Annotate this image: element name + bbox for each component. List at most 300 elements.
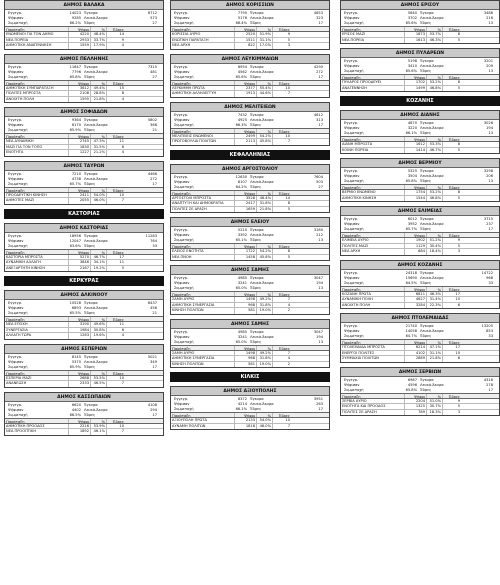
- municipality-title: ΔΗΜΟΣ ΕΛΕΙΟΥ: [171, 218, 329, 227]
- stat-value: 17: [488, 227, 493, 231]
- votes-cell: 684: [405, 249, 427, 255]
- votes-cell: 968: [235, 303, 257, 308]
- percent-cell: 47.3%: [91, 139, 107, 144]
- stat-label: Λευκά-Άκυρα: [250, 281, 274, 285]
- column-header-votes: Ψήφοι: [235, 27, 257, 31]
- seats-cell: 10: [455, 297, 460, 301]
- percent-cell: 46.0%: [257, 424, 273, 430]
- percent-cell: 54.2%: [257, 249, 273, 254]
- stat-value: 65.5%: [69, 311, 81, 315]
- percent-cell: 46.0%: [91, 198, 107, 204]
- stat-row: [250, 238, 326, 243]
- seats-cell: 15: [119, 85, 124, 90]
- stat-label: Συμμετοχή: [344, 69, 364, 73]
- votes-cell: 2204: [405, 399, 427, 404]
- column-header-seats: Έδρες: [448, 234, 460, 237]
- stat-value: 216: [486, 16, 493, 20]
- party-name-cell: ΣΥΜΜΑΧΙΑ ΠΟΛΙΤΩΝ: [341, 356, 405, 362]
- percent-cell: 45.8%: [257, 255, 273, 261]
- municipality-title: ΔΗΜΟΣ ΑΡΓΟΣΤΟΛΙΟΥ: [171, 165, 329, 174]
- stat-label: Εγγεγρ.: [344, 59, 359, 63]
- seats-cell: 4: [121, 43, 124, 47]
- seats-cell: 4: [121, 150, 124, 154]
- stat-label: Ψήφισαν: [8, 238, 24, 243]
- seats-cell: 10: [285, 85, 290, 90]
- party-name-cell: ΕΝΕΡΓΟΙ ΠΟΛΙΤΕΣ: [341, 351, 405, 356]
- stat-label: Έγκυρα: [250, 397, 264, 401]
- votes-cell: 968: [235, 356, 257, 361]
- stat-row: [84, 244, 160, 249]
- stat-value: 65.8%: [405, 179, 417, 183]
- stat-row: [420, 131, 496, 136]
- column-header-pct: %: [257, 292, 273, 296]
- municipality-title: ΔΗΜΟΣ ΕΛΙΜΕΙΑΣ: [341, 207, 499, 216]
- stat-label: Ψήφισαν: [8, 306, 24, 310]
- column-header-votes: Ψήφοι: [69, 134, 91, 138]
- stat-value: 13: [488, 131, 493, 135]
- stat-label: Συμμετοχή: [8, 311, 28, 315]
- stat-value: 4290: [313, 64, 323, 69]
- stat-value: 3241: [237, 334, 247, 339]
- municipality-box: [4, 54, 164, 104]
- column-header-seats: Έδρες: [278, 28, 290, 31]
- table-row: [341, 303, 499, 309]
- seats-cell: 9: [121, 37, 124, 42]
- municipality-title: ΔΗΜΟΣ ΒΑΛΑΚΑ: [5, 1, 163, 10]
- party-name-cell: ΔΗΜΟΤΙΚΗ ΠΡΟΟΔΟΣ: [5, 424, 69, 429]
- party-name-cell: ΑΙΑΝΗ ΜΠΡΟΣΤΑ: [341, 142, 405, 147]
- stat-value: 7790: [237, 11, 247, 15]
- stat-label: Έγκυρα: [84, 233, 98, 238]
- seats-cell: 5: [287, 206, 290, 211]
- stat-row: [344, 227, 420, 232]
- stat-value: 64.2%: [235, 184, 247, 189]
- stat-value: 18956: [69, 233, 81, 238]
- stat-label: Συμμετοχή: [344, 179, 364, 183]
- stat-value: 17: [488, 387, 493, 392]
- stat-value: 7315: [147, 64, 157, 69]
- stat-value: 14058: [405, 329, 417, 333]
- stat-label: Λευκά-Άκυρα: [250, 179, 274, 184]
- stat-value: 21: [152, 128, 157, 132]
- municipality-box: [4, 0, 164, 50]
- stat-row: [174, 407, 250, 412]
- stat-value: 853: [486, 329, 493, 333]
- seats-cell: 10: [119, 375, 124, 380]
- stat-value: 17: [152, 412, 157, 417]
- stat-value: 24318: [405, 270, 417, 275]
- seats-cell: 8: [121, 91, 124, 95]
- stat-label: Έγκυρα: [250, 112, 264, 117]
- municipality-title: ΔΗΜΟΣ ΜΕΛΙΤΕΙΕΩΝ: [171, 103, 329, 112]
- column-header-name: Παράταξη: [5, 27, 69, 31]
- stat-label: Λευκά-Άκυρα: [420, 16, 444, 20]
- stat-value: 65.6%: [405, 69, 417, 73]
- column-header-name: Παράταξη: [341, 27, 405, 31]
- table-row: [341, 38, 499, 44]
- table-row: [171, 308, 329, 314]
- votes-cell: 2411: [69, 193, 91, 198]
- stat-value: 4562: [237, 69, 247, 74]
- stat-label: Ψήφισαν: [174, 179, 190, 184]
- seats-cell: 8: [457, 80, 460, 84]
- column-header-pct: %: [91, 134, 107, 138]
- stat-label: Έγκυρα: [420, 169, 434, 173]
- stat-label: Έγκυρα: [420, 121, 434, 125]
- stat-value: 65.1%: [235, 238, 247, 242]
- stat-value: 13: [318, 339, 323, 344]
- stat-row: [344, 179, 420, 184]
- stat-value: 272: [316, 69, 323, 74]
- seats-cell: 5: [457, 195, 460, 200]
- municipality-box: [340, 313, 500, 363]
- stat-label: Έδρες: [84, 311, 96, 315]
- municipality-box: [170, 54, 330, 98]
- votes-cell: 1984: [69, 328, 91, 333]
- stat-label: Λευκά-Άκυρα: [250, 233, 274, 237]
- region-header: ΚΕΦΑΛΛΗΝΙΑΣ: [170, 150, 330, 160]
- votes-cell: 1227: [69, 150, 91, 156]
- stat-value: 6437: [147, 301, 157, 305]
- stat-row: [84, 311, 160, 316]
- percent-cell: 46.3%: [427, 292, 443, 297]
- stat-label: Λευκά-Άκυρα: [420, 275, 444, 280]
- party-name-cell: ΠΟΛΙΤΕΣ ΜΠΡΟΣΤΑ: [5, 91, 69, 96]
- stats-block: [171, 10, 329, 26]
- stat-label: Έγκυρα: [250, 64, 264, 69]
- municipality-title: ΔΗΜΟΣ ΕΡΙΣΟΥ: [341, 1, 499, 10]
- stats-block: [171, 174, 329, 190]
- seats-cell: 2: [287, 308, 290, 312]
- stat-value: 65.8%: [405, 387, 417, 392]
- column-header-pct: %: [257, 413, 273, 417]
- votes-cell: 2520: [235, 32, 257, 37]
- stat-value: 272: [150, 176, 157, 181]
- municipality-title: ΔΗΜΟΣ ΚΑΣΣΩΠΑΙΩΝ: [5, 393, 163, 402]
- stat-value: 17: [318, 21, 323, 25]
- column-header-pct: %: [427, 27, 443, 31]
- party-name-cell: ΔΗΜΟΤΙΚΗ ΣΥΝΕΡΓΑΣΙΑ: [171, 303, 235, 308]
- party-name-cell: ΔΥΝΑΜΗ ΠΟΛΙΤΩΝ: [171, 424, 235, 430]
- stat-row: [8, 244, 84, 249]
- percent-cell: 44.6%: [257, 91, 273, 97]
- stat-label: Ψήφισαν: [344, 382, 360, 387]
- party-name-cell: ΕΝΩΜΕΝΟΙ ΓΙΑ ΤΟΝ ΔΗΜΟ: [5, 32, 69, 37]
- column-header-seats: Έδρες: [448, 76, 460, 79]
- seats-cell: 7: [121, 198, 124, 202]
- stat-label: Εγγεγρ.: [8, 11, 23, 15]
- municipality-box: [340, 48, 500, 92]
- column-header-name: Παράταξη: [171, 413, 235, 417]
- stat-label: Έγκυρα: [84, 64, 98, 69]
- stat-label: Έδρες: [420, 21, 432, 25]
- column-header-pct: %: [91, 371, 107, 375]
- votes-cell: 1902: [405, 238, 427, 243]
- column-header-votes: Ψήφοι: [235, 346, 257, 350]
- column-header-votes: Ψήφοι: [405, 75, 427, 79]
- stat-label: Εγγεγρ.: [8, 64, 23, 69]
- stat-label: Έγκυρα: [250, 329, 264, 334]
- column-header-votes: Ψήφοι: [69, 250, 91, 254]
- stats-block: [5, 300, 163, 316]
- stat-label: Έδρες: [84, 181, 96, 186]
- votes-cell: 1499: [405, 86, 427, 92]
- column-header-votes: Ψήφοι: [235, 81, 257, 85]
- stat-label: Εγγεγρ.: [174, 174, 189, 179]
- stat-value: 66.1%: [405, 131, 417, 135]
- column-header-seats: Έδρες: [278, 81, 290, 85]
- stat-row: [84, 21, 160, 26]
- table-row: [171, 255, 329, 261]
- percent-cell: 53.5%: [91, 376, 107, 381]
- percent-cell: 17.0%: [257, 43, 273, 49]
- votes-cell: 1913: [235, 91, 257, 97]
- party-name-cell: ΝΕΑ ΠΝΟΗ: [171, 255, 235, 261]
- stat-label: Έδρες: [420, 387, 432, 392]
- column-header-pct: %: [91, 419, 107, 423]
- percent-cell: 21.2%: [91, 150, 107, 156]
- column-header-seats: Έδρες: [278, 414, 290, 417]
- column-header-votes: Ψήφοι: [405, 185, 427, 189]
- votes-cell: 581: [235, 362, 257, 368]
- column-header-pct: %: [257, 346, 273, 350]
- percent-cell: 45.8%: [257, 139, 273, 145]
- stat-label: Έδρες: [250, 74, 262, 79]
- party-name-cell: ΝΕΑ ΑΡΧΗ: [171, 43, 235, 49]
- stat-value: 4853: [313, 11, 323, 15]
- table-row: [5, 381, 163, 387]
- party-name-cell: ΜΕΛΙΤΕΙΕΙΣ ΕΝΩΜΕΝΟΙ: [171, 134, 235, 139]
- column-header-seats: Έδρες: [448, 341, 460, 344]
- stat-label: Εγγεγρ.: [174, 64, 189, 69]
- stat-label: Συμμετοχή: [8, 412, 28, 417]
- stats-block: [5, 354, 163, 370]
- percent-cell: 33.7%: [91, 38, 107, 43]
- column-header-name: Παράταξη: [171, 244, 235, 248]
- stat-value: 8712: [147, 11, 157, 15]
- municipality-title: ΔΗΜΟΣ ΛΕΥΚΙΜΜΑΙΩΝ: [171, 55, 329, 64]
- stat-value: 4985: [237, 276, 247, 280]
- municipality-box: [170, 102, 330, 146]
- column-header-seats: Έδρες: [112, 318, 124, 321]
- column-header-seats: Έδρες: [448, 394, 460, 398]
- seats-cell: 4: [121, 333, 124, 337]
- party-name-cell: ΔΗΜΟΤΙΚΗ ΣΥΝΕΡΓΑΣΙΑ: [171, 356, 235, 361]
- stat-row: [8, 311, 84, 316]
- percent-cell: 31.1%: [427, 351, 443, 356]
- stat-label: Λευκά-Άκυρα: [84, 16, 108, 20]
- percent-cell: 22.3%: [427, 303, 443, 309]
- stat-value: 65.6%: [405, 21, 417, 25]
- stat-value: 13: [488, 69, 493, 73]
- stat-row: [84, 365, 160, 370]
- stat-label: Συμμετοχή: [174, 286, 194, 290]
- seats-cell: 17: [455, 345, 460, 349]
- column-header-name: Παράταξη: [341, 287, 405, 291]
- column-header-name: Παράταξη: [171, 81, 235, 85]
- stat-label: Εγγεγρ.: [344, 324, 359, 328]
- party-name-cell: ΔΗΜΟΤΙΚΗ ΑΛΛΗΛΕΓΓΥΗ: [171, 91, 235, 97]
- votes-cell: 1325: [405, 404, 427, 409]
- column-header-seats: Έδρες: [278, 293, 290, 296]
- stat-label: Έδρες: [84, 364, 96, 369]
- seats-cell: 8: [287, 249, 290, 253]
- stat-label: Έδρες: [84, 243, 96, 248]
- stat-label: Συμμετοχή: [344, 334, 364, 338]
- stat-label: Λευκά-Άκυρα: [420, 126, 444, 130]
- stat-label: Ψήφισαν: [344, 275, 360, 280]
- municipality-title: ΔΗΜΟΣ ΑΙΑΝΗΣ: [341, 111, 499, 120]
- table-row: [5, 429, 163, 435]
- stat-label: Έγκυρα: [84, 301, 98, 305]
- stat-value: 194: [316, 281, 323, 285]
- column-header-votes: Ψήφοι: [69, 188, 91, 192]
- stat-value: 4925: [237, 117, 247, 122]
- stat-label: Λευκά-Άκυρα: [420, 329, 444, 333]
- column-header-name: Παράταξη: [341, 137, 405, 141]
- table-row: [171, 91, 329, 97]
- percent-cell: 30.8%: [91, 328, 107, 333]
- stat-value: 33: [488, 334, 493, 338]
- stat-value: 764: [150, 238, 157, 243]
- stat-value: 27: [152, 74, 157, 79]
- stat-value: 3504: [407, 174, 417, 178]
- stat-label: Ψήφισαν: [174, 16, 190, 20]
- votes-cell: 1613: [405, 38, 427, 44]
- stat-value: 278: [486, 382, 493, 387]
- party-name-cell: ΝΕΑ ΕΠΟΧΗ: [5, 322, 69, 327]
- stat-row: [174, 286, 250, 291]
- stat-value: 4318: [483, 377, 493, 382]
- stat-value: 17: [318, 122, 323, 127]
- stat-label: Συμμετοχή: [174, 184, 194, 189]
- party-name-cell: ΔΥΝΑΜΙΚΗ ΠΟΛΗ: [341, 297, 405, 302]
- stat-value: 14023: [69, 11, 81, 15]
- votes-cell: 4627: [405, 297, 427, 302]
- stat-label: Έδρες: [420, 280, 432, 285]
- column-header-pct: %: [257, 129, 273, 133]
- column-header-name: Παράταξη: [171, 292, 235, 296]
- stat-label: Έγκυρα: [420, 11, 434, 15]
- votes-cell: 1722: [235, 249, 257, 254]
- stat-row: [8, 128, 84, 133]
- party-name-cell: ΑΝΕΞΑΡΤΗΤΗ ΚΙΝΗΣΗ: [5, 266, 69, 272]
- stat-row: [344, 281, 420, 286]
- stat-value: 4985: [237, 329, 247, 334]
- column-header-name: Παράταξη: [5, 419, 69, 423]
- stat-label: Ψήφισαν: [174, 69, 190, 74]
- stat-value: 66.1%: [235, 407, 247, 411]
- stat-label: Συμμετοχή: [8, 74, 28, 79]
- column-header-name: Παράταξη: [171, 27, 235, 31]
- table-row: [171, 43, 329, 49]
- stat-label: Ψήφισαν: [344, 126, 360, 130]
- party-name-cell: ΣΕΡΒΙΑ ΑΥΡΙΟ: [341, 399, 405, 404]
- stat-row: [420, 179, 496, 184]
- votes-cell: 3284: [405, 303, 427, 309]
- party-name-cell: ΝΕΑ ΠΟΡΕΙΑ: [5, 38, 69, 43]
- column-header-pct: %: [427, 233, 443, 237]
- percent-cell: 54.0%: [91, 193, 107, 198]
- stat-label: Εγγεγρ.: [344, 270, 359, 275]
- seats-cell: 9: [457, 238, 460, 242]
- stat-label: Ψήφισαν: [8, 123, 24, 127]
- stat-value: 4214: [237, 402, 247, 406]
- seats-cell: 2: [287, 361, 290, 366]
- stat-value: 5176: [237, 16, 247, 20]
- stats-block: [171, 396, 329, 412]
- column-header-votes: Ψήφοι: [405, 394, 427, 398]
- stat-value: 5802: [147, 118, 157, 122]
- percent-cell: 31.8%: [257, 303, 273, 308]
- stat-value: 313: [316, 117, 323, 122]
- seats-cell: 7: [287, 297, 290, 301]
- party-name-cell: ΔΗΜΟΤΙΚΗ ΣΥΜΠΑΡΑΤΑΞΗ: [5, 86, 69, 91]
- stat-label: Λευκά-Άκυρα: [420, 222, 444, 226]
- stat-row: [174, 75, 250, 80]
- stat-label: Συμμετοχή: [174, 339, 194, 344]
- party-name-cell: ΣΥΝΕΡΓΑΣΙΑ: [5, 328, 69, 333]
- region-header: ΚΟΖΑΝΗΣ: [340, 96, 500, 106]
- stat-label: Εγγεγρ.: [174, 11, 189, 15]
- seats-cell: 8: [287, 201, 290, 205]
- stat-label: Λευκά-Άκυρα: [84, 69, 108, 74]
- stat-value: 66.5%: [69, 412, 81, 417]
- percent-cell: 46.1%: [91, 429, 107, 435]
- seats-cell: 5: [457, 85, 460, 90]
- stat-value: 209: [486, 64, 493, 68]
- stat-row: [250, 123, 326, 128]
- municipality-title: ΔΗΜΟΣ ΣΑΜΗΣ: [171, 266, 329, 275]
- stat-row: [344, 334, 420, 339]
- municipality-title: ΔΗΜΟΣ ΚΟΖΑΝΗΣ: [341, 261, 499, 270]
- column-header-pct: %: [257, 191, 273, 195]
- votes-cell: 4220: [69, 32, 91, 37]
- stat-value: 237: [486, 222, 493, 226]
- stat-value: 4596: [407, 382, 417, 387]
- stat-row: [250, 340, 326, 345]
- seats-cell: 5: [287, 37, 290, 42]
- table-row: [5, 97, 163, 103]
- column-header-seats: Έδρες: [278, 346, 290, 350]
- column-header-pct: %: [427, 137, 443, 141]
- percent-cell: 46.3%: [427, 38, 443, 44]
- stat-value: 13205: [481, 324, 493, 328]
- percent-cell: 51.2%: [427, 238, 443, 243]
- party-name-cell: ΠΟΛΙΤΕΣ ΜΑΖΙ: [341, 244, 405, 249]
- stat-label: Έγκυρα: [420, 59, 434, 63]
- stat-label: Συμμετοχή: [344, 21, 364, 25]
- table-row: [5, 43, 163, 49]
- stat-value: 3047: [313, 276, 323, 280]
- stat-row: [174, 238, 250, 243]
- stat-label: Ψήφισαν: [8, 69, 24, 74]
- stats-block: [5, 64, 163, 80]
- stat-label: Έδρες: [250, 184, 262, 189]
- votes-cell: 2108: [69, 91, 91, 96]
- percent-cell: 46.8%: [427, 196, 443, 202]
- seats-cell: 7: [121, 381, 124, 385]
- party-name-cell: ΑΞΙΟΥΠΟΛΗ ΠΡΩΤΑ: [171, 418, 235, 423]
- party-name-cell: ΑΝΑΝΕΩΣΗ: [5, 381, 69, 387]
- seats-cell: 10: [119, 423, 124, 428]
- column-header-name: Παράταξη: [5, 317, 69, 321]
- stat-value: 65.9%: [69, 364, 81, 369]
- column-header-seats: Έδρες: [112, 135, 124, 138]
- stat-row: [420, 227, 496, 232]
- percent-cell: 46.4%: [257, 196, 273, 201]
- stat-value: 4402: [71, 407, 81, 412]
